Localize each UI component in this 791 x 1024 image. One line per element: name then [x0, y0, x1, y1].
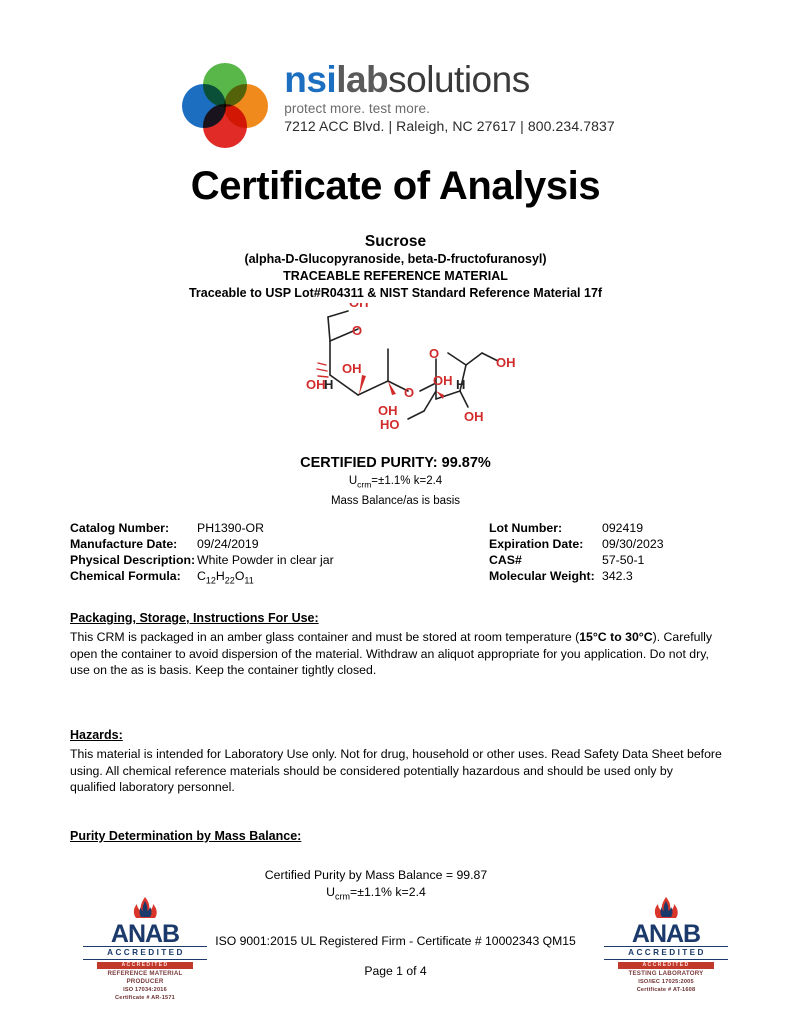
- uncertainty-subscript: crm: [357, 479, 372, 490]
- anab-flame-icon: [83, 896, 207, 920]
- wordmark-solutions: solutions: [388, 59, 530, 100]
- anab-wordmark: ANAB: [110, 920, 180, 948]
- anab-scope-line-1: REFERENCE MATERIAL: [107, 970, 183, 977]
- atom-label-OH-3: OH: [306, 377, 326, 392]
- field-label: Expiration Date:: [489, 537, 584, 551]
- atom-label-OH-1: [349, 303, 369, 310]
- anab-accredited-label: ACCREDITED: [604, 946, 728, 960]
- atom-label-HO-1: HO: [380, 417, 400, 432]
- formula-o: O: [234, 569, 245, 583]
- product-iupac-name: (alpha-D-Glucopyranoside, beta-D-fructofuranosyl): [244, 252, 547, 266]
- formula-c: C: [197, 569, 206, 583]
- formula-h: H: [215, 569, 225, 583]
- field-label: CAS#: [489, 553, 522, 567]
- uncertainty-value: =±1.1% k=2.4: [371, 475, 443, 487]
- field-value: [197, 568, 410, 588]
- atom-label-H-1: H: [324, 377, 334, 392]
- product-identity-block: [0, 232, 791, 302]
- certified-purity-mass-balance: Certified Purity by Mass Balance = 99.87: [264, 868, 488, 882]
- traceability-label: Traceable to USP Lot#R04311 & NIST Standard Reference Material 17f: [188, 286, 603, 300]
- anab-scope-line-2: PRODUCER: [126, 978, 164, 985]
- company-address: 7212 ACC Blvd. | Raleigh, NC 27617 | 800.234.7837: [284, 118, 615, 134]
- nsi-four-circles-logo-icon: [176, 63, 274, 141]
- atom-label-O-glycosidic: O: [404, 385, 415, 400]
- anab-red-bar: ACCREDITED: [618, 962, 714, 969]
- section-hazards: [70, 727, 722, 796]
- formula-c-count: 12: [205, 575, 216, 586]
- atom-label-OH-6: OH: [496, 355, 516, 370]
- field-label: Chemical Formula:: [70, 569, 181, 583]
- footer-page-number: Page 1 of 4: [364, 964, 427, 978]
- field-manufacture-date: [70, 536, 410, 552]
- material-type-label: TRACEABLE REFERENCE MATERIAL: [283, 269, 508, 283]
- field-value: PH1390-OR: [197, 521, 264, 535]
- logo-text-block: [284, 58, 615, 135]
- section-heading: Purity Determination by Mass Balance:: [70, 829, 302, 843]
- anab-certificate-number: Certificate # AT-1608: [636, 987, 696, 993]
- document-header: [0, 58, 791, 141]
- atom-label-H-2: H: [456, 377, 466, 392]
- atom-label-OH-4: OH: [378, 403, 398, 418]
- field-value: White Powder in clear jar: [197, 553, 334, 567]
- anab-wordmark: ANAB: [631, 920, 701, 948]
- anab-flame-icon: [604, 896, 728, 920]
- section-body: [70, 629, 722, 679]
- wordmark-lab: lab: [336, 59, 389, 100]
- footer-iso-registration: ISO 9001:2015 UL Registered Firm - Certificate # 10002343 QM15: [215, 934, 576, 948]
- uncertainty-symbol: U: [348, 475, 358, 487]
- section-body: This material is intended for Laboratory Use only. Not for drug, household or other uses. Read Safety Data Sheet before using. All chemical reference materials should be considered potentially hazardous and should be used only by qualified laboratory personnel.: [70, 747, 722, 794]
- anab-red-bar: ACCREDITED: [97, 962, 193, 969]
- field-label: Physical Description:: [70, 553, 196, 567]
- field-label: Catalog Number:: [70, 521, 170, 535]
- fields-right-column: [489, 520, 789, 584]
- field-label: Molecular Weight:: [489, 569, 595, 583]
- logo-circle-red: [203, 104, 247, 148]
- atom-label-OH-7: OH: [464, 409, 484, 424]
- atom-label-OH-2: OH: [342, 361, 362, 376]
- anab-standard: ISO 17034:2016: [123, 987, 167, 993]
- section-packaging-storage: [70, 610, 722, 679]
- field-label: Manufacture Date:: [70, 537, 178, 551]
- sucrose-skeletal-structure-icon: [296, 303, 516, 445]
- uncertainty-value: =±1.1% k=2.4: [350, 885, 426, 899]
- field-value: 09/30/2023: [602, 537, 664, 551]
- section-heading: Hazards:: [70, 728, 123, 742]
- formula-h-count: 22: [224, 575, 235, 586]
- atom-label-O-pyranose: O: [352, 323, 363, 338]
- product-name: Sucrose: [364, 233, 427, 250]
- section-purity-determination: [70, 828, 722, 905]
- page-title: Certificate of Analysis: [190, 164, 601, 208]
- field-chemical-formula: [70, 568, 410, 588]
- field-value: 57-50-1: [602, 553, 645, 567]
- packaging-text-1: This CRM is packaged in an amber glass container and must be stored at room temperature (: [70, 630, 580, 644]
- field-cas-number: [489, 552, 789, 568]
- anab-accredited-label: ACCREDITED: [83, 946, 207, 960]
- field-lot-number: [489, 520, 789, 536]
- atom-label-O-furanose: O: [429, 346, 440, 361]
- anab-certificate-number: Certificate # AR-1571: [115, 995, 175, 1001]
- section-heading: Packaging, Storage, Instructions For Use:: [70, 611, 319, 625]
- uncertainty-subscript: crm: [335, 891, 351, 902]
- storage-temperature-range: 15°C to 30°C: [579, 630, 653, 644]
- anab-standard: ISO/IEC 17025:2005: [638, 979, 694, 985]
- expanded-uncertainty: [0, 473, 791, 493]
- field-catalog-number: [70, 520, 410, 536]
- company-logo: [176, 58, 615, 141]
- company-wordmark: [284, 60, 615, 100]
- purity-basis: Mass Balance/as is basis: [330, 495, 461, 508]
- field-label: Lot Number:: [489, 521, 563, 535]
- atom-label-OH-5: OH: [433, 373, 453, 388]
- anab-scope-line-1: TESTING LABORATORY: [628, 970, 704, 977]
- fields-left-column: [70, 520, 410, 588]
- field-value: 09/24/2019: [197, 537, 259, 551]
- packaging-text-2: ). Carefully open the container to avoid dispersion of the material. Withdraw an aliquot appropriate for you application. Do not dry, use on the as is basis. Keep the container tightly closed.: [70, 630, 713, 677]
- company-tagline: protect more. test more.: [284, 101, 430, 116]
- field-physical-description: [70, 552, 410, 568]
- uncertainty-symbol: U: [326, 885, 336, 899]
- certified-purity-value: CERTIFIED PURITY: 99.87%: [300, 455, 491, 471]
- field-value: 092419: [602, 521, 644, 535]
- field-expiration-date: [489, 536, 789, 552]
- certified-purity-block: [0, 454, 791, 510]
- field-molecular-weight: [489, 568, 789, 584]
- wordmark-nsi: nsi: [284, 59, 337, 100]
- field-value: 342.3: [602, 569, 633, 583]
- formula-o-count: 11: [244, 575, 254, 586]
